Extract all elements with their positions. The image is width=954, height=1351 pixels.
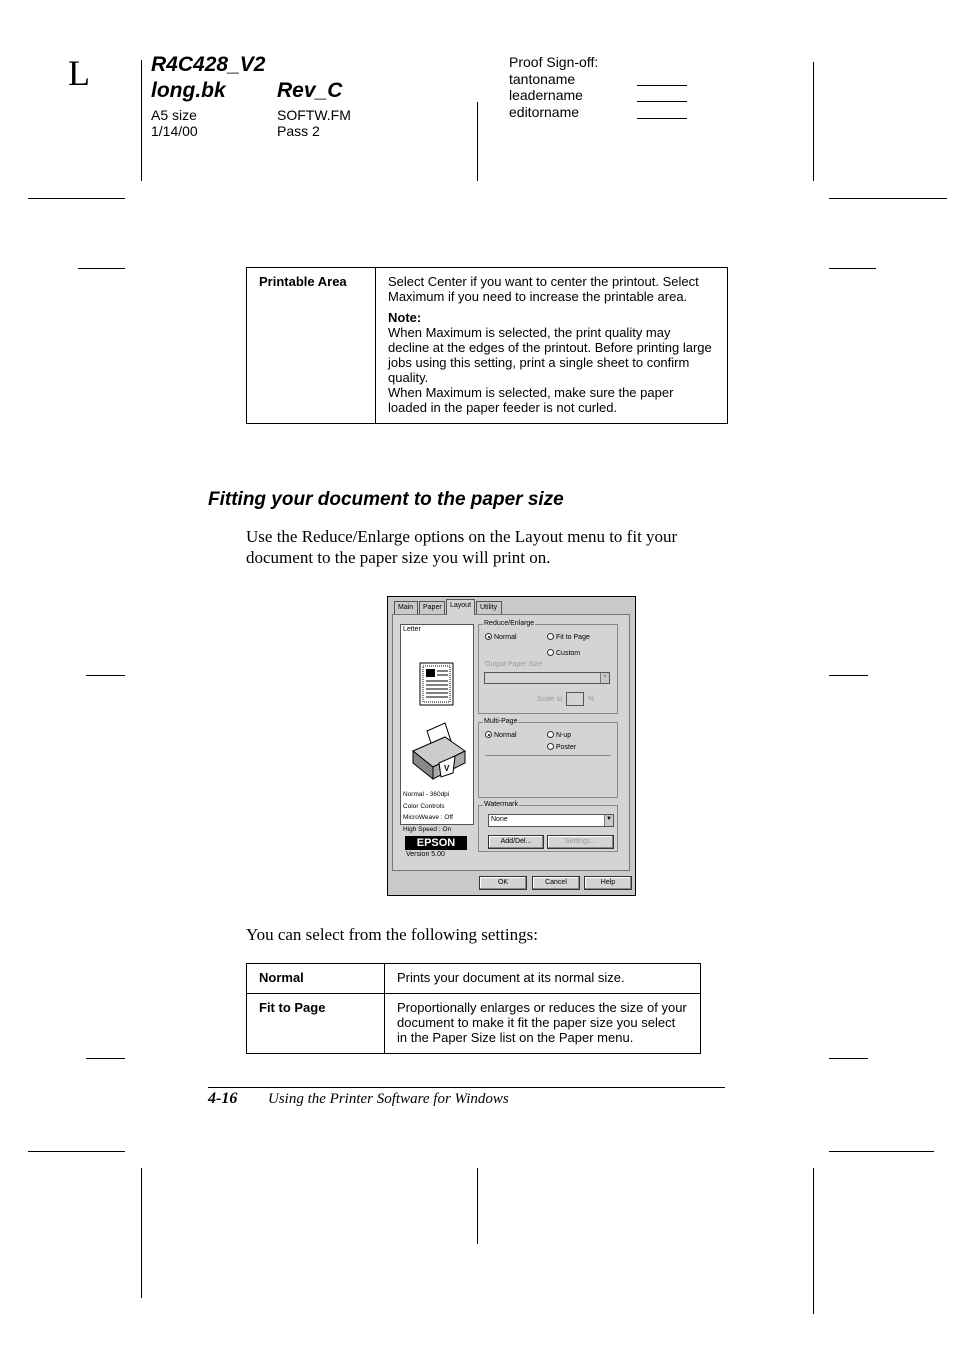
radio-icon [547, 649, 554, 656]
header-date: 1/14/00 [151, 123, 198, 139]
cancel-button[interactable]: Cancel [532, 876, 580, 890]
reduce-enlarge-group [478, 620, 618, 714]
radio-selected-icon [485, 731, 492, 738]
help-button[interactable]: Help [584, 876, 632, 890]
epson-logo: EPSON [405, 836, 467, 850]
preview-info [403, 789, 453, 835]
tab-main[interactable]: Main [394, 601, 418, 614]
radio-icon [547, 633, 554, 640]
proof-title: Proof Sign-off: [509, 54, 599, 70]
signoff-line [637, 101, 687, 102]
info-line: Color Controls [403, 802, 445, 810]
radio-poster[interactable]: Poster [547, 743, 576, 751]
select-paragraph: You can select from the following settings: [246, 925, 538, 944]
scale-label: Scale to [537, 696, 563, 703]
table-key: Fit to Page [247, 994, 385, 1054]
output-paper-size-select[interactable] [484, 672, 610, 684]
ok-button[interactable]: OK [479, 876, 527, 890]
svg-text:V: V [444, 764, 450, 773]
watermark-group [478, 801, 618, 852]
table-row [247, 964, 701, 994]
intro-paragraph: Use the Reduce/Enlarge options on the Layout menu to fit your document to the paper size you will print on. [246, 527, 678, 567]
add-del-button[interactable]: Add/Del... [488, 835, 544, 849]
printer-icon [411, 721, 467, 783]
chevron-down-icon: ▼ [600, 673, 609, 683]
printable-area-table [246, 267, 728, 424]
group-label: Watermark [484, 801, 518, 808]
book-name: long.bk [151, 79, 226, 102]
table-key: Printable Area [247, 268, 376, 424]
signoff-line [637, 118, 687, 119]
radio-normal[interactable]: Normal [485, 633, 517, 641]
description: Select Center if you want to center the printout. Select Maximum if you need to increase the printable area. [388, 274, 699, 304]
radio-icon [547, 731, 554, 738]
chevron-down-icon: ▼ [604, 815, 613, 826]
info-line: MicroWeave : Off [403, 814, 453, 821]
settings-table [246, 963, 701, 1054]
group-label: Reduce/Enlarge [484, 620, 535, 627]
preview-paper-label: Letter [403, 626, 421, 633]
table-value [376, 268, 728, 424]
multi-page-group [478, 718, 618, 798]
radio-icon [547, 743, 554, 750]
section-title: Fitting your document to the paper size [208, 489, 564, 510]
chapter-letter: L [68, 53, 90, 93]
radio-custom[interactable]: Custom [547, 649, 580, 657]
proof-name: leadername [509, 87, 583, 103]
radio-multipage-normal[interactable]: Normal [485, 731, 517, 739]
info-line: High Speed : On [403, 825, 452, 833]
info-line: Normal - 360dpi [403, 791, 450, 798]
file-name: SOFTW.FM [277, 107, 351, 123]
signoff-line [637, 85, 687, 86]
watermark-select[interactable]: None ▼ [488, 814, 614, 827]
page-number: 4-16 [208, 1090, 238, 1107]
table-row [247, 268, 728, 424]
footer-rule [208, 1087, 725, 1088]
table-key: Normal [247, 964, 385, 994]
layout-panel [392, 614, 630, 871]
document-preview-icon [417, 660, 457, 708]
pass-label: Pass 2 [277, 123, 320, 139]
page-size: A5 size [151, 107, 197, 123]
proof-name: editorname [509, 103, 580, 120]
preview-pane [400, 624, 474, 833]
settings-button[interactable]: Settings... [547, 835, 614, 849]
radio-fit-to-page[interactable]: Fit to Page [547, 633, 590, 641]
scale-input[interactable] [566, 692, 584, 706]
scale-unit: % [588, 696, 595, 703]
tab-paper[interactable]: Paper [419, 601, 445, 614]
tab-layout[interactable]: Layout [446, 599, 475, 615]
divider [485, 755, 611, 756]
note-label: Note: [388, 310, 422, 325]
doc-id: R4C428_V2 [151, 53, 266, 76]
footer-title: Using the Printer Software for Windows [268, 1091, 509, 1107]
printer-layout-dialog [387, 596, 636, 896]
version-label: Version 5.00 [406, 851, 445, 858]
proof-name: tantoname [509, 70, 576, 87]
proof-signoff [509, 54, 598, 120]
radio-selected-icon [485, 633, 492, 640]
radio-n-up[interactable]: N-up [547, 731, 571, 739]
note-text: When Maximum is selected, the print quality may decline at the edges of the printout. Before printing large jobs using this setting, print a single sheet to confirm quality. [388, 325, 712, 385]
tab-utility[interactable]: Utility [476, 601, 502, 614]
revision: Rev_C [277, 79, 343, 102]
table-row [247, 994, 701, 1054]
note-text: When Maximum is selected, make sure the paper loaded in the paper feeder is not curled. [388, 385, 674, 415]
table-value: Prints your document at its normal size. [385, 964, 701, 994]
group-label: Multi-Page [484, 718, 518, 725]
output-paper-size-label: Output Paper Size [485, 661, 543, 668]
table-value: Proportionally enlarges or reduces the size of your document to make it fit the paper size you select in the Paper Size list on the Paper menu. [385, 994, 701, 1054]
